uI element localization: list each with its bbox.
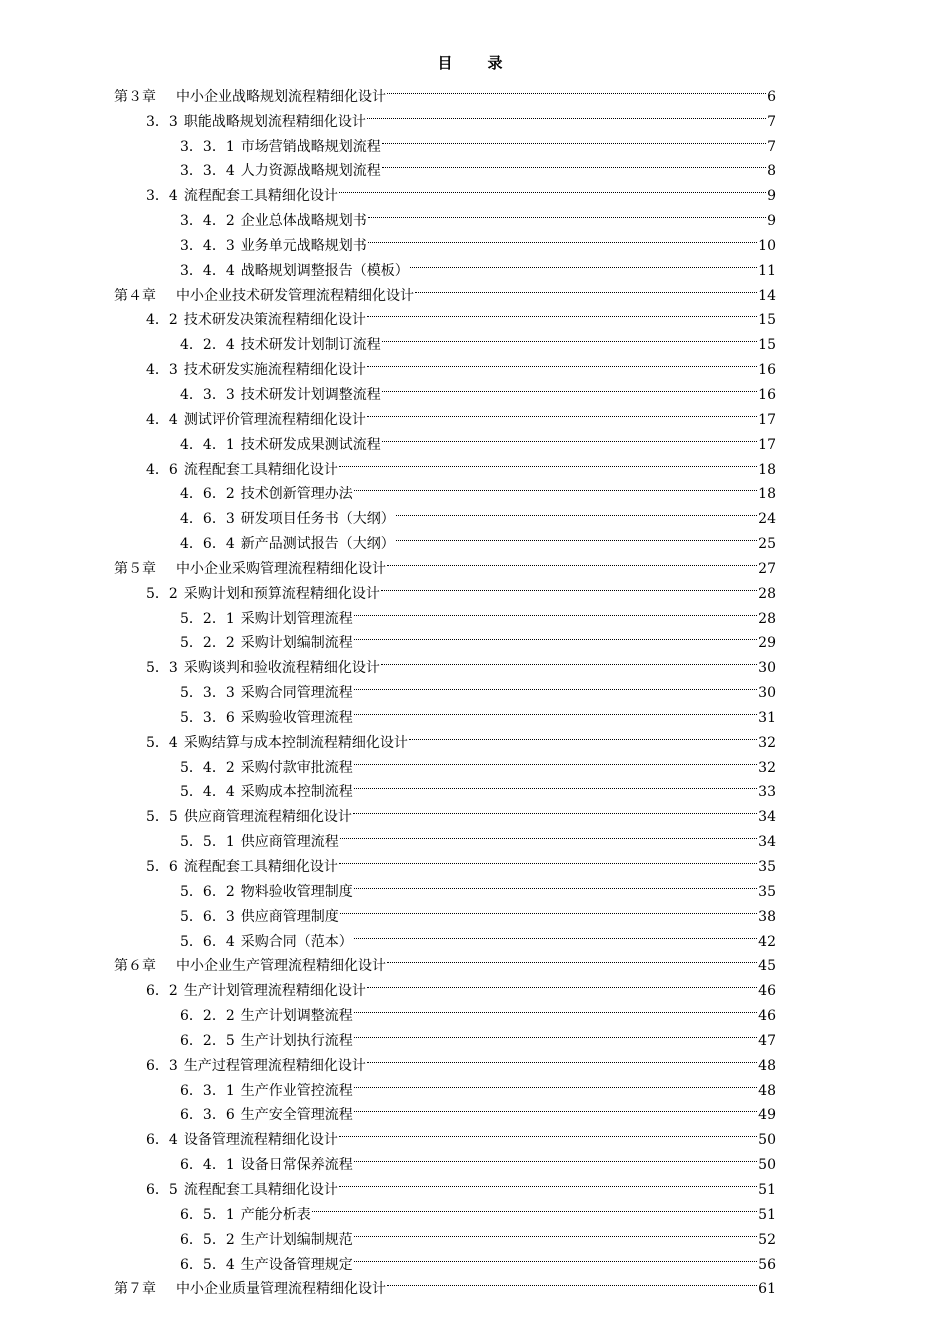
toc-entry-level-1[interactable] <box>0 275 776 304</box>
toc-entry-title: 采购合同管理流程 <box>240 685 353 702</box>
toc-entry-level-3[interactable] <box>0 374 776 403</box>
dot-leader <box>354 474 757 499</box>
table-of-contents <box>0 76 950 1298</box>
toc-entry-title: 设备管理流程精细化设计 <box>183 1132 338 1149</box>
toc-entry-page-number: 17 <box>758 411 776 428</box>
toc-entry-level-3[interactable] <box>0 498 776 528</box>
toc-entry-level-3[interactable] <box>0 324 776 354</box>
toc-entry-number: 5．6．2 <box>180 883 235 900</box>
toc-entry-number: 6．3 <box>146 1057 178 1074</box>
dot-leader <box>354 598 757 623</box>
toc-entry-title: 供应商管理流程 <box>240 834 339 851</box>
toc-entry-number: 第４章 <box>114 287 156 304</box>
toc-entry-title: 采购付款审批流程 <box>240 759 353 776</box>
toc-entry-title: 采购计划管理流程 <box>240 610 353 627</box>
toc-entry-page-number: 14 <box>758 287 776 304</box>
dot-leader <box>367 349 757 374</box>
toc-entry-title: 生产计划执行流程 <box>240 1032 353 1049</box>
toc-entry-level-2[interactable] <box>0 1169 776 1198</box>
toc-entry-title: 市场营销战略规划流程 <box>240 138 381 155</box>
toc-entry-number: 5．3．3 <box>180 685 235 702</box>
toc-entry-level-3[interactable] <box>0 523 776 553</box>
toc-entry-level-3[interactable] <box>0 1219 776 1248</box>
toc-entry-title: 中小企业技术研发管理流程精细化设计 <box>176 287 414 304</box>
toc-entry-title: 企业总体战略规划书 <box>240 213 367 230</box>
toc-entry-level-2[interactable] <box>0 449 776 478</box>
toc-entry-number: 4．2 <box>146 312 178 329</box>
toc-entry-level-2[interactable] <box>0 647 776 677</box>
toc-entry-level-3[interactable] <box>0 1095 776 1124</box>
dot-leader <box>396 523 757 548</box>
dot-leader <box>339 449 757 474</box>
toc-entry-number: 3．4 <box>146 188 178 205</box>
toc-entry-number: 第５章 <box>114 560 156 577</box>
dot-leader <box>354 672 757 697</box>
toc-entry-number: 第７章 <box>114 1281 156 1298</box>
toc-entry-level-3[interactable] <box>0 225 776 254</box>
toc-entry-page-number: 11 <box>758 262 776 279</box>
toc-entry-level-2[interactable] <box>0 349 776 379</box>
toc-entry-page-number: 25 <box>758 536 776 553</box>
dot-leader <box>339 1169 757 1194</box>
toc-entry-number: 6．2．5 <box>180 1032 235 1049</box>
toc-entry-level-2[interactable] <box>0 1119 776 1149</box>
toc-entry-page-number: 45 <box>758 958 776 975</box>
dot-leader <box>354 995 757 1020</box>
toc-entry-page-number: 35 <box>758 859 776 875</box>
toc-entry-level-1[interactable] <box>0 946 776 975</box>
toc-entry-page-number: 46 <box>758 1008 776 1025</box>
dot-leader <box>354 1070 757 1095</box>
toc-entry-number: 3．3．1 <box>180 138 235 155</box>
toc-entry-page-number: 42 <box>758 933 776 950</box>
toc-entry-number: 4．4 <box>146 411 178 428</box>
toc-entry-level-1[interactable] <box>0 548 776 577</box>
toc-entry-level-2[interactable] <box>0 573 776 602</box>
toc-entry-page-number: 50 <box>758 1157 776 1174</box>
toc-entry-level-2[interactable] <box>0 722 776 751</box>
toc-entry-number: 6．5．2 <box>180 1231 235 1248</box>
toc-entry-level-3[interactable] <box>0 921 776 950</box>
toc-entry-page-number: 18 <box>758 461 776 478</box>
toc-entry-number: 5．6 <box>146 859 178 875</box>
toc-entry-title: 技术研发实施流程精细化设计 <box>183 362 366 379</box>
dot-leader <box>354 772 757 797</box>
toc-entry-title: 业务单元战略规划书 <box>240 237 367 254</box>
toc-entry-level-2[interactable] <box>0 1045 776 1074</box>
toc-entry-level-3[interactable] <box>0 1020 776 1049</box>
dot-leader <box>340 821 757 846</box>
toc-entry-number: 6．3．6 <box>180 1107 235 1124</box>
dot-leader <box>339 1119 757 1144</box>
toc-entry-level-2[interactable] <box>0 846 776 875</box>
dot-leader <box>354 623 757 648</box>
dot-leader <box>354 697 757 722</box>
toc-entry-number: 4．2．4 <box>180 337 235 354</box>
toc-entry-title: 采购计划和预算流程精细化设计 <box>183 585 380 602</box>
toc-entry-page-number: 7 <box>767 138 776 155</box>
toc-entry-title: 流程配套工具精细化设计 <box>183 461 338 478</box>
toc-entry-number: 6．5．1 <box>180 1206 235 1223</box>
toc-entry-title: 采购计划编制流程 <box>240 635 353 652</box>
toc-entry-page-number: 28 <box>758 585 776 602</box>
toc-entry-number: 4．6．4 <box>180 536 235 553</box>
toc-entry-title: 技术研发计划调整流程 <box>240 386 381 403</box>
toc-entry-title: 战略规划调整报告（模板） <box>240 262 409 279</box>
dot-leader <box>354 1219 757 1244</box>
dot-leader <box>354 871 757 896</box>
dot-leader <box>354 1020 757 1045</box>
toc-entry-level-3[interactable] <box>0 747 776 776</box>
toc-entry-level-1[interactable] <box>0 1269 776 1298</box>
dot-leader <box>367 1045 757 1070</box>
toc-entry-level-1[interactable] <box>0 76 776 105</box>
dot-leader <box>367 300 757 325</box>
toc-entry-title: 中小企业生产管理流程精细化设计 <box>176 958 386 975</box>
toc-entry-page-number: 49 <box>758 1107 776 1124</box>
toc-entry-level-2[interactable] <box>0 970 776 1000</box>
toc-entry-level-3[interactable] <box>0 697 776 726</box>
toc-entry-title: 生产安全管理流程 <box>240 1107 353 1124</box>
toc-entry-title: 采购合同（范本） <box>240 933 353 950</box>
toc-entry-level-2[interactable] <box>0 175 776 205</box>
toc-title: 目 录 <box>437 54 513 72</box>
toc-entry-title: 采购结算与成本控制流程精细化设计 <box>183 734 408 751</box>
toc-entry-level-3[interactable] <box>0 995 776 1025</box>
toc-entry-number: 3．4．2 <box>180 213 235 230</box>
toc-entry-title: 研发项目任务书（大纲） <box>240 511 395 528</box>
dot-leader <box>354 1144 757 1169</box>
dot-leader <box>367 970 757 995</box>
dot-leader <box>368 225 757 250</box>
dot-leader <box>387 548 757 573</box>
toc-entry-number: 6．5 <box>146 1181 178 1198</box>
toc-entry-number: 6．3．1 <box>180 1082 235 1099</box>
toc-entry-level-3[interactable] <box>0 1244 776 1273</box>
toc-entry-number: 4．3 <box>146 362 178 379</box>
toc-entry-number: 5．2 <box>146 585 178 602</box>
toc-entry-number: 6．4 <box>146 1132 178 1149</box>
toc-entry-title: 采购成本控制流程 <box>240 784 353 801</box>
toc-entry-page-number: 48 <box>758 1082 776 1099</box>
toc-entry-page-number: 29 <box>758 635 776 652</box>
dot-leader <box>381 647 757 672</box>
toc-entry-title: 供应商管理制度 <box>240 908 339 925</box>
toc-entry-number: 5．5 <box>146 809 178 826</box>
dot-leader <box>387 946 757 971</box>
toc-entry-title: 生产过程管理流程精细化设计 <box>183 1057 366 1074</box>
toc-entry-number: 5．6．3 <box>180 908 235 925</box>
toc-entry-title: 中小企业战略规划流程精细化设计 <box>176 88 386 105</box>
toc-entry-title: 人力资源战略规划流程 <box>240 163 381 180</box>
dot-leader <box>312 1194 757 1219</box>
dot-leader <box>387 76 766 101</box>
toc-entry-page-number: 16 <box>758 362 776 379</box>
toc-entry-page-number: 56 <box>758 1256 776 1273</box>
dot-leader <box>382 151 766 176</box>
dot-leader <box>339 175 766 200</box>
dot-leader <box>409 722 757 747</box>
toc-entry-title: 供应商管理流程精细化设计 <box>183 809 352 826</box>
toc-entry-level-2[interactable] <box>0 300 776 329</box>
toc-entry-page-number: 47 <box>758 1032 776 1049</box>
toc-entry-title: 技术研发计划制订流程 <box>240 337 381 354</box>
dot-leader <box>410 250 757 275</box>
toc-entry-page-number: 32 <box>758 759 776 776</box>
toc-entry-title: 技术创新管理办法 <box>240 486 353 503</box>
toc-entry-title: 采购谈判和验收流程精细化设计 <box>183 660 380 677</box>
toc-entry-number: 3．3 <box>146 113 178 130</box>
toc-entry-number: 第３章 <box>114 88 156 105</box>
toc-entry-number: 5．6．4 <box>180 933 235 950</box>
toc-entry-title: 生产计划调整流程 <box>240 1008 353 1025</box>
toc-entry-level-3[interactable] <box>0 1070 776 1099</box>
toc-entry-level-3[interactable] <box>0 474 776 503</box>
toc-entry-page-number: 34 <box>758 809 776 826</box>
toc-entry-level-3[interactable] <box>0 151 776 180</box>
toc-entry-level-3[interactable] <box>0 126 776 155</box>
toc-entry-number: 3．4．3 <box>180 237 235 254</box>
toc-entry-page-number: 28 <box>758 610 776 627</box>
toc-entry-page-number: 33 <box>758 784 776 801</box>
toc-entry-level-2[interactable] <box>0 101 776 130</box>
dot-leader <box>354 1244 757 1269</box>
toc-entry-number: 第６章 <box>114 958 156 975</box>
toc-entry-number: 5．3 <box>146 660 178 677</box>
dot-leader <box>368 200 766 225</box>
toc-entry-title: 职能战略规划流程精细化设计 <box>183 113 366 130</box>
dot-leader <box>396 498 757 523</box>
toc-entry-title: 生产计划编制规范 <box>240 1231 353 1248</box>
toc-entry-page-number: 18 <box>758 486 776 503</box>
dot-leader <box>382 126 766 151</box>
toc-entry-number: 4．3．3 <box>180 386 235 403</box>
toc-entry-title: 采购验收管理流程 <box>240 709 353 726</box>
toc-entry-page-number: 61 <box>758 1281 776 1298</box>
toc-entry-number: 5．2．1 <box>180 610 235 627</box>
toc-entry-number: 5．4．4 <box>180 784 235 801</box>
toc-entry-page-number: 32 <box>758 734 776 751</box>
toc-entry-page-number: 50 <box>758 1132 776 1149</box>
toc-entry-title: 设备日常保养流程 <box>240 1157 353 1174</box>
toc-entry-level-3[interactable] <box>0 672 776 702</box>
dot-leader <box>387 1269 757 1294</box>
toc-entry-level-3[interactable] <box>0 424 776 453</box>
toc-entry-page-number: 30 <box>758 685 776 702</box>
toc-entry-number: 6．2 <box>146 983 178 1000</box>
toc-entry-title: 技术研发决策流程精细化设计 <box>183 312 366 329</box>
toc-entry-title: 生产设备管理规定 <box>240 1256 353 1273</box>
toc-entry-number: 4．6．2 <box>180 486 235 503</box>
toc-entry-level-3[interactable] <box>0 1194 776 1223</box>
dot-leader <box>382 324 757 349</box>
toc-entry-number: 6．5．4 <box>180 1256 235 1273</box>
toc-entry-level-3[interactable] <box>0 821 776 851</box>
dot-leader <box>382 374 757 399</box>
dot-leader <box>354 747 757 772</box>
toc-entry-page-number: 8 <box>767 163 776 180</box>
toc-entry-title: 新产品测试报告（大纲） <box>240 536 395 553</box>
toc-entry-title: 生产计划管理流程精细化设计 <box>183 983 366 1000</box>
toc-entry-page-number: 38 <box>758 908 776 925</box>
toc-entry-title: 流程配套工具精细化设计 <box>183 1181 338 1198</box>
toc-entry-level-2[interactable] <box>0 796 776 826</box>
toc-entry-page-number: 9 <box>767 213 776 230</box>
toc-entry-level-3[interactable] <box>0 200 776 230</box>
toc-entry-level-3[interactable] <box>0 1144 776 1174</box>
dot-leader <box>340 896 757 921</box>
toc-entry-page-number: 35 <box>758 883 776 900</box>
toc-entry-number: 4．6 <box>146 461 178 478</box>
toc-entry-page-number: 10 <box>758 237 776 254</box>
toc-entry-page-number: 7 <box>767 113 776 130</box>
toc-entry-level-3[interactable] <box>0 623 776 652</box>
toc-entry-page-number: 31 <box>758 709 776 726</box>
dot-leader <box>353 796 757 821</box>
dot-leader <box>367 101 766 126</box>
toc-entry-title: 流程配套工具精细化设计 <box>183 859 338 875</box>
toc-entry-title: 测试评价管理流程精细化设计 <box>183 411 366 428</box>
toc-entry-page-number: 24 <box>758 511 776 528</box>
toc-entry-number: 5．2．2 <box>180 635 235 652</box>
dot-leader <box>354 921 757 946</box>
toc-entry-number: 6．4．1 <box>180 1157 235 1174</box>
toc-entry-level-3[interactable] <box>0 598 776 627</box>
toc-entry-title: 生产作业管控流程 <box>240 1082 353 1099</box>
toc-entry-number: 6．2．2 <box>180 1008 235 1025</box>
toc-entry-number: 4．4．1 <box>180 436 235 453</box>
toc-entry-title: 产能分析表 <box>240 1206 311 1223</box>
toc-entry-number: 5．5．1 <box>180 834 235 851</box>
toc-entry-number: 3．4．4 <box>180 262 235 279</box>
dot-leader <box>339 846 757 871</box>
toc-entry-page-number: 17 <box>758 436 776 453</box>
toc-entry-level-3[interactable] <box>0 772 776 801</box>
dot-leader <box>354 1095 757 1120</box>
toc-entry-page-number: 51 <box>758 1181 776 1198</box>
toc-entry-page-number: 52 <box>758 1231 776 1248</box>
toc-entry-title: 中小企业采购管理流程精细化设计 <box>176 560 386 577</box>
toc-entry-number: 4．6．3 <box>180 511 235 528</box>
dot-leader <box>367 399 757 424</box>
toc-entry-page-number: 46 <box>758 983 776 1000</box>
dot-leader <box>381 573 757 598</box>
toc-entry-level-3[interactable] <box>0 896 776 925</box>
toc-entry-level-3[interactable] <box>0 871 776 900</box>
toc-entry-title: 流程配套工具精细化设计 <box>183 188 338 205</box>
toc-entry-page-number: 15 <box>758 312 776 329</box>
toc-entry-page-number: 16 <box>758 386 776 403</box>
toc-entry-title: 物料验收管理制度 <box>240 883 353 900</box>
toc-entry-page-number: 15 <box>758 337 776 354</box>
toc-entry-page-number: 51 <box>758 1206 776 1223</box>
toc-entry-level-3[interactable] <box>0 250 776 279</box>
toc-entry-number: 5．4．2 <box>180 759 235 776</box>
toc-entry-page-number: 30 <box>758 660 776 677</box>
dot-leader <box>382 424 757 449</box>
toc-entry-page-number: 48 <box>758 1057 776 1074</box>
toc-entry-page-number: 9 <box>767 188 776 205</box>
dot-leader <box>415 275 757 300</box>
toc-entry-number: 5．4 <box>146 734 178 751</box>
toc-entry-title: 中小企业质量管理流程精细化设计 <box>176 1281 386 1298</box>
toc-entry-page-number: 27 <box>758 560 776 577</box>
toc-entry-title: 技术研发成果测试流程 <box>240 436 381 453</box>
toc-entry-page-number: 6 <box>767 88 776 105</box>
toc-entry-number: 3．3．4 <box>180 163 235 180</box>
toc-entry-level-2[interactable] <box>0 399 776 428</box>
toc-entry-page-number: 34 <box>758 834 776 851</box>
toc-entry-number: 5．3．6 <box>180 709 235 726</box>
